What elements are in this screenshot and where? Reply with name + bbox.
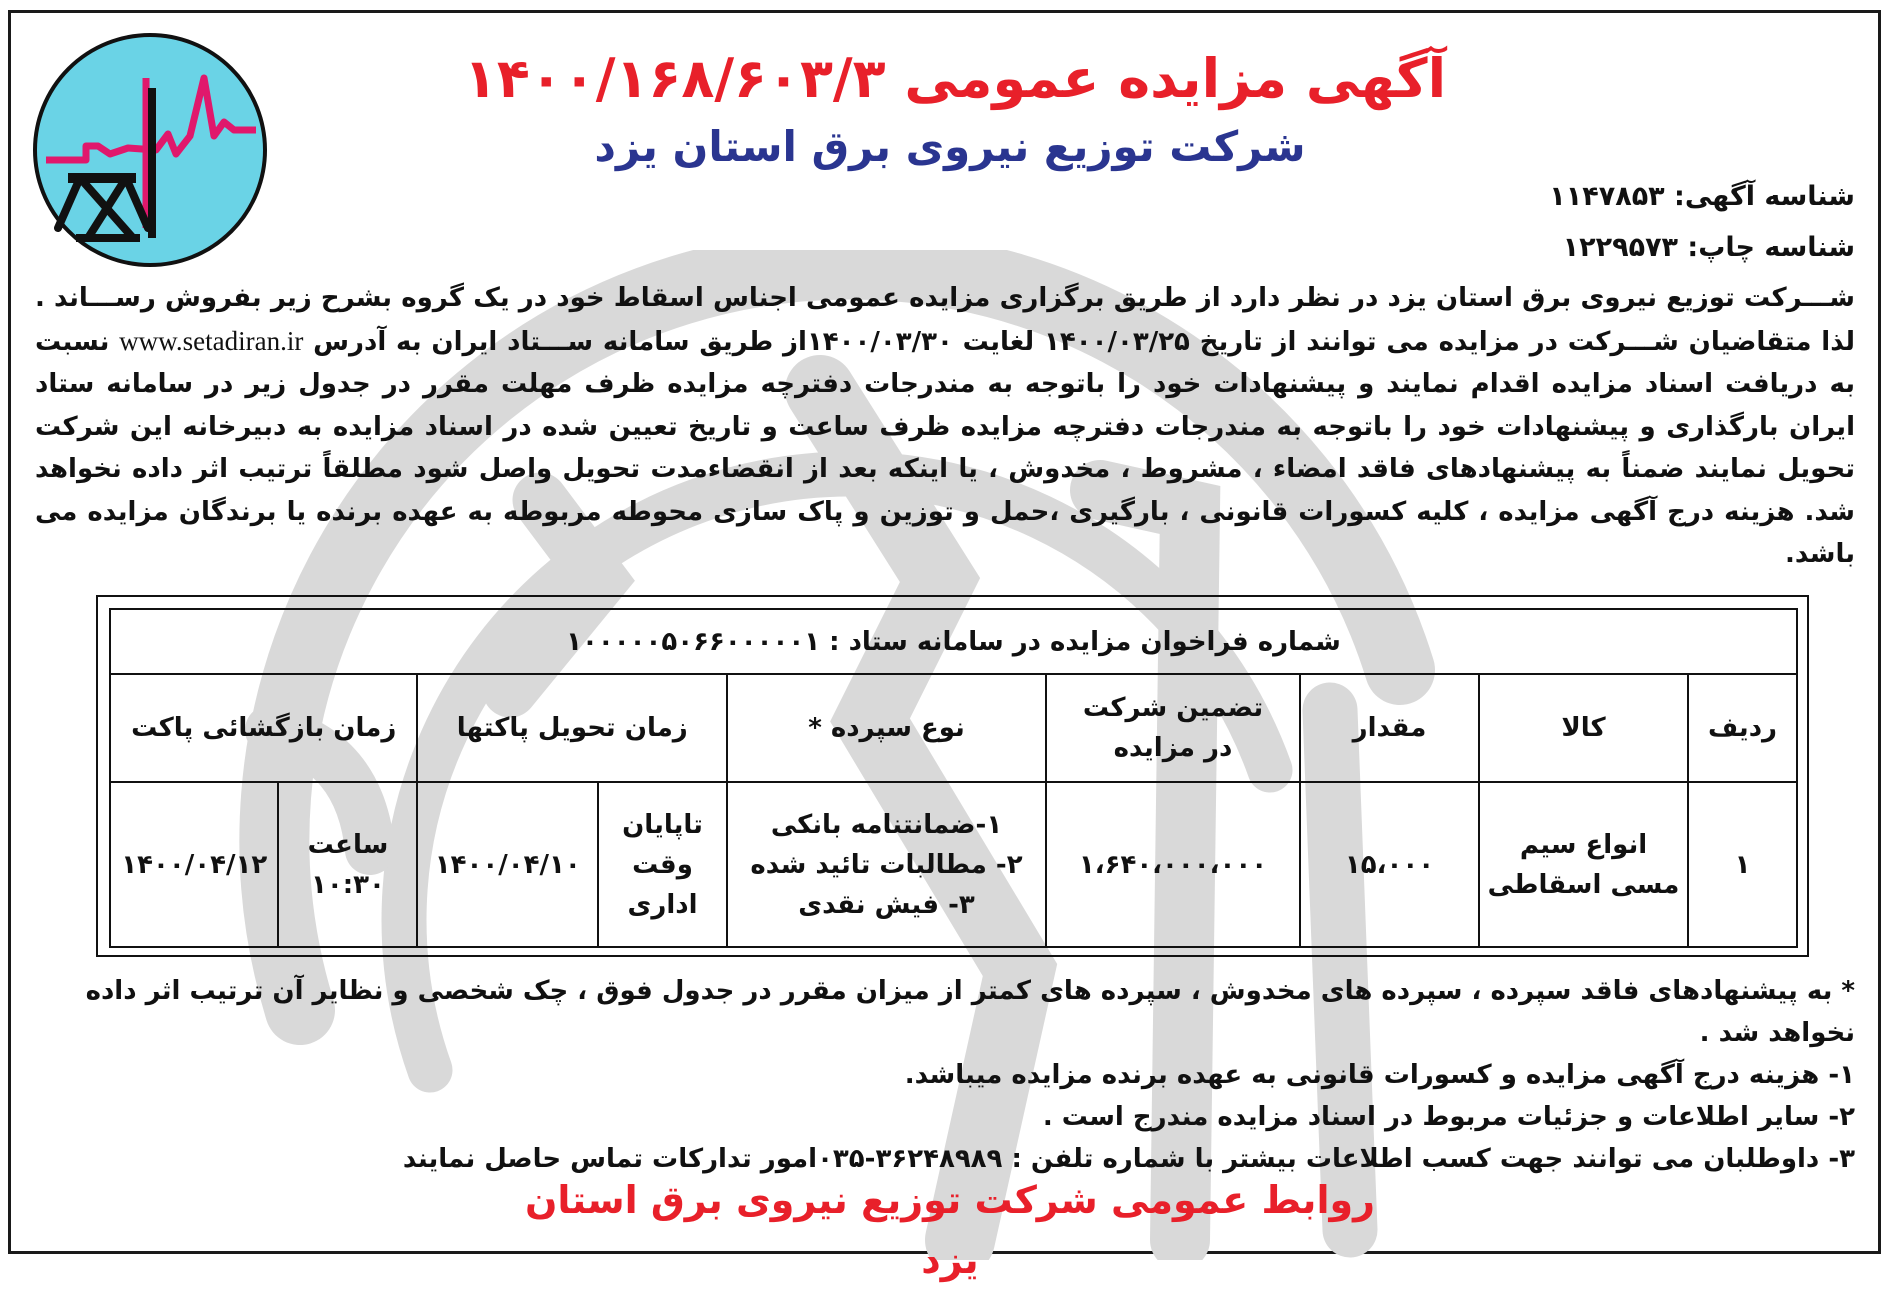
ad-id: شناسه آگهی: ۱۱۴۷۸۵۳ [1549,181,1855,212]
note-1: ۱- هزینه درج آگهی مزایده و کسورات قانونی به عهده برنده مزایده میباشد. [904,1060,1855,1090]
cell-delivery-hour-line1: تاپایان [622,809,703,840]
cell-deposit-line1: ۱-ضمانتنامه بانکی [770,809,1003,840]
cell-opening-hour [278,782,417,947]
cell-opening-hour-line1: ساعت [307,829,389,860]
cell-deposit-line2: ۲- مطالبات تائید شده [750,849,1023,880]
cell-deposit-line3: ۳- فیش نقدی [798,889,975,920]
header-deposit-type: نوع سپرده * [727,674,1046,782]
cell-delivery-hour-line3: اداری [627,889,698,920]
website-link[interactable]: www.setadiran.ir [119,325,304,356]
notice-body-part2: نسبت به دریافت اسناد مزایده اقدام نمایند و پیشنهادات خود را باتوجه به مندرجات دفترچه مزایده ظرف مهلت مقرر در جدول زیر در سامانه ستاد ایران بارگذاری و پیشنهادات خود را باتوجه به مندرجات دفترچه مزایده ظرف ساعت و تاریخ تعیین شده در اسناد مزایده به دبیرخانه این شرکت تحویل نمایند ضمناً به پیشنهادهای فاقد امضاء ، مشروط ، مخدوش ، یا اینکه بعد از انقضاءمدت تحویل واصل شود مطلقاً ترتیب اثر داده نخواهد شد. هزینه درج آگهی مزایده ، کلیه کسورات قانونی ، بارگیری ،حمل و توزین و پاک سازی محوطه مربوطه به عهده برنده یا برندگان مزایده می باشد. [35,326,1855,569]
header-guarantee [1046,674,1300,782]
table-row [110,782,1797,947]
call-number: شماره فراخوان مزایده در سامانه ستاد : ۱۰۰۰۰۰۵۰۶۶۰۰۰۰۰۱ [110,609,1797,674]
note-3: ۳- داوطلبان می توانند جهت کسب اطلاعات بیشتر با شماره تلفن : ۳۶۲۴۸۹۸۹-۰۳۵امور تدارکات تماس حاصل نمایند [402,1144,1855,1174]
table-header-row [110,674,1797,782]
power-company-logo-icon [28,28,273,273]
header-guarantee-line2: در مزایده [1113,733,1233,763]
cell-deposit-type [727,782,1046,947]
cell-row-index: ۱ [1688,782,1797,947]
header-guarantee-line1: تضمین شرکت [1082,693,1264,723]
cell-opening-date: ۱۴۰۰/۰۴/۱۲ [110,782,278,947]
header-delivery-time: زمان تحویل پاکتها [417,674,727,782]
cell-guarantee: ۱،۶۴۰،۰۰۰،۰۰۰ [1046,782,1300,947]
note-star: * به پیشنهادهای فاقد سپرده ، سپرده های مخدوش ، سپرده های کمتر از میزان مقرر در جدول فوق ، چک شخصی و نظایر آن ترتیب اثر داده نخواهد شد . [85,976,1855,1048]
cell-goods-line2: مسی اسقاطی [1487,869,1680,900]
cell-delivery-hour [598,782,727,947]
notice-body-part1: شـــرکت توزیع نیروی برق استان یزد در نظر دارد از طریق برگزاری مزایده عمومی اجناس اسقاط خود در یک گروه بشرح زیر بفروش رســـاند . لذا متقاضیان شـــرکت در مزایده می توانند از تاریخ ۱۴۰۰/۰۳/۲۵ لغایت ۱۴۰۰/۰۳/۳۰از طریق سامانه ســـتاد ایران به آدرس [35,283,1855,357]
print-id: شناسه چاپ: ۱۲۲۹۵۷۳ [1562,232,1855,263]
notice-title: آگهی مزایده عمومی ۱۴۰۰/۱۶۸/۶۰۳/۳ [463,47,1447,110]
cell-quantity: ۱۵،۰۰۰ [1300,782,1479,947]
header-opening-time: زمان بازگشائی پاکت [110,674,417,782]
note-2: ۲- سایر اطلاعات و جزئیات مربوط در اسناد مزایده مندرج است . [1042,1102,1855,1132]
notice-body [35,277,1855,576]
cell-goods [1479,782,1688,947]
cell-opening-hour-line2: ۱۰:۳۰ [311,869,385,900]
cell-delivery-hour-line2: وقت [632,849,693,880]
header-quantity: مقدار [1300,674,1479,782]
auction-table-box [96,595,1809,957]
company-name: شرکت توزیع نیروی برق استان یزد [594,122,1306,171]
notes-section [25,970,1855,1180]
cell-goods-line1: انواع سیم [1519,829,1648,860]
header-row-index: ردیف [1688,674,1797,782]
footer-signature: روابط عمومی شرکت توزیع نیروی برق استان یزد [525,1178,1375,1282]
call-number-row [110,609,1797,674]
cell-delivery-date: ۱۴۰۰/۰۴/۱۰ [417,782,598,947]
header-goods: کالا [1479,674,1688,782]
auction-table [109,608,1798,948]
